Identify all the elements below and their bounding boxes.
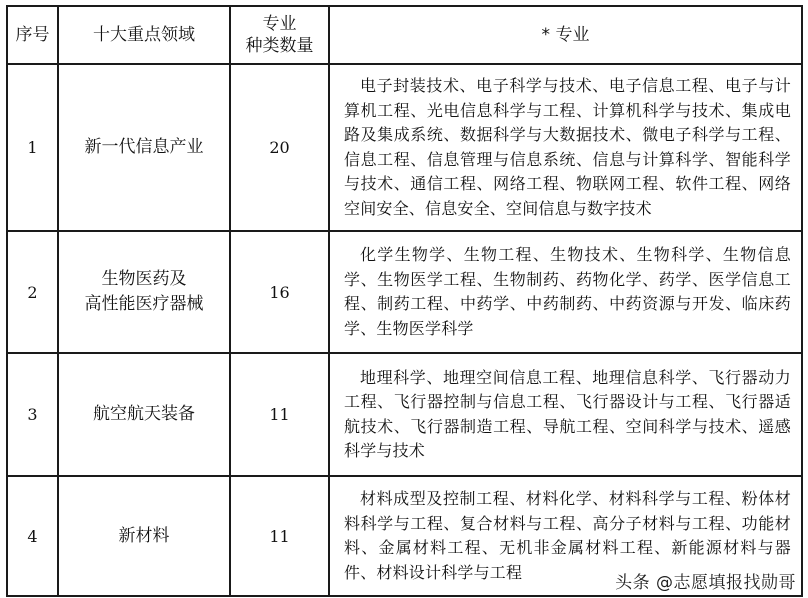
row-majors xyxy=(329,64,802,231)
header-no: 序号 xyxy=(7,6,58,64)
header-count-line1: 专业 xyxy=(262,14,297,34)
row-count: 11 xyxy=(230,476,329,596)
table-row xyxy=(7,231,802,353)
table-header-row xyxy=(7,6,802,64)
row-field xyxy=(58,231,230,353)
header-count xyxy=(230,6,329,64)
row-majors-text: 材料成型及控制工程、材料化学、材料科学与工程、粉体材料科学与工程、复合材料与工程、高分子材料与工程、功能材料、金属材料工程、无机非金属材料工程、新能源材料与器件、材料设计科学与工程 xyxy=(344,489,791,582)
row-field-line1: 航空航天装备 xyxy=(93,404,195,424)
row-field xyxy=(58,476,230,596)
row-majors xyxy=(329,231,802,353)
row-majors xyxy=(329,353,802,476)
row-field xyxy=(58,64,230,231)
row-count: 11 xyxy=(230,353,329,476)
row-field xyxy=(58,353,230,476)
row-majors-text: 化学生物学、生物工程、生物技术、生物科学、生物信息学、生物医学工程、生物制药、药物化学、药学、医学信息工程、制药工程、中药学、中药制药、中药资源与开发、临床药学、生物医学科学 xyxy=(344,245,791,338)
row-number: 4 xyxy=(7,476,58,596)
row-count: 20 xyxy=(230,64,329,231)
row-number: 3 xyxy=(7,353,58,476)
table-row xyxy=(7,353,802,476)
row-field-line1: 新一代信息产业 xyxy=(84,137,204,157)
header-count-line2: 种类数量 xyxy=(245,36,314,56)
header-field: 十大重点领域 xyxy=(58,6,230,64)
table-row xyxy=(7,64,802,231)
row-majors-text: 电子封装技术、电子科学与技术、电子信息工程、电子与计算机工程、光电信息科学与工程、计算机科学与技术、集成电路及集成系统、数据科学与大数据技术、微电子科学与工程、信息工程、信息管理与信息系统、信息与计算科学、智能科学与技术、通信工程、网络工程、物联网工程、软件工程、网络空间安全、信息安全、空间信息与数字技术 xyxy=(344,76,791,218)
watermark: 头条 @志愿填报找勋哥 xyxy=(615,573,796,593)
row-field-line1: 新材料 xyxy=(118,525,170,546)
row-field-line1: 生物医药及 xyxy=(101,269,187,289)
row-majors-text: 地理科学、地理空间信息工程、地理信息科学、飞行器动力工程、飞行器控制与信息工程、飞行器设计与工程、飞行器适航技术、飞行器制造工程、导航工程、空间科学与技术、遥感科学与技术 xyxy=(344,367,791,460)
row-number: 2 xyxy=(7,231,58,353)
row-number: 1 xyxy=(7,64,58,231)
row-field-line2: 高性能医疗器械 xyxy=(84,294,204,314)
row-count: 16 xyxy=(230,231,329,353)
header-majors: * 专业 xyxy=(329,6,802,64)
majors-table xyxy=(6,5,803,597)
